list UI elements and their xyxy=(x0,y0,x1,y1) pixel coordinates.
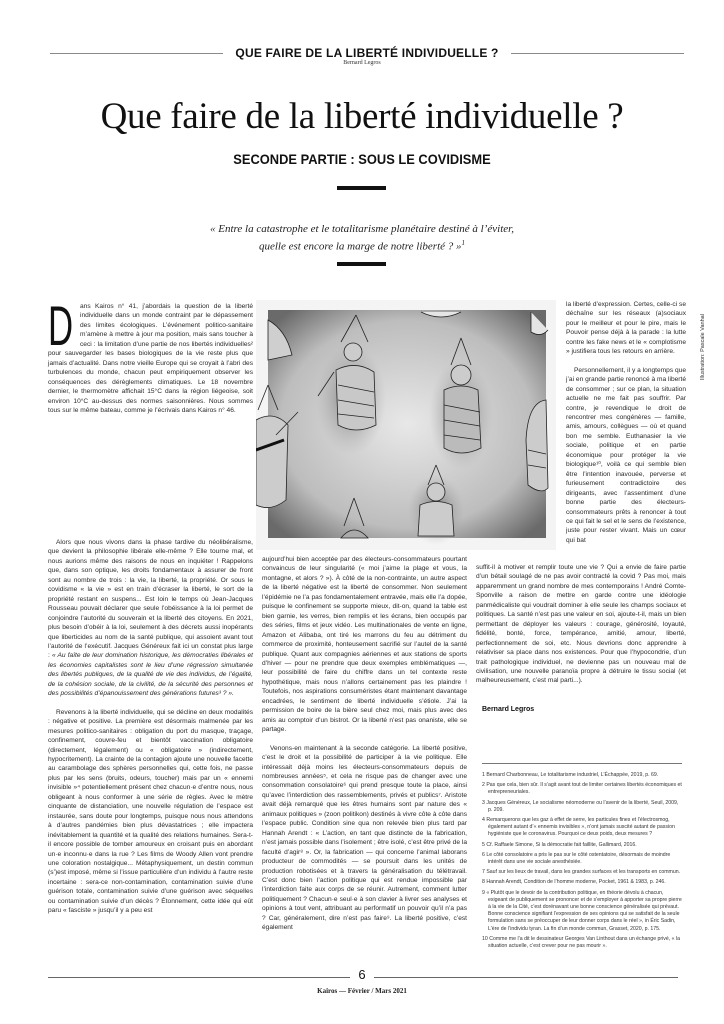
footnote: 1 Bernard Charbonneau, Le totalitarisme industriel, L’Échappée, 2019, p. 69. xyxy=(482,772,659,778)
epigraph xyxy=(0,222,724,254)
paragraph: Venons-en maintenant à la seconde catégorie. La liberté positive, c’est le droit et la possibilité de participer à la vie politique. Elle intéressait déjà moins les électeurs-consommateurs depuis de nombreuses années⁵, et cela ne risque pas de changer avec une consommation consolatoire⁶ qui prend presque toute la place, ainsi qu’avec l’interdiction des rassemblements, privés et publics⁷. Aristote avait déjà remarqué que les êtres humains sont par nature des « animaux politiques » (zoon politikon) destinés à vivre côte à côte dans l’espace public. Condition sine qua non relevée bien plus tard par Hannah Arendt : « L’action, en tant que distincte de la fabrication, n’est jamais possible dans l’isolement ; être isolé, c’est être privé de la faculté d’agir⁸ ». Or, la fabrication — qui concerne l’animal laborans producteur de commodités — se poursuit dans les unités de production robotisées et à travers la généralisation du télétravail. C’est donc bien l’action politique qui est rendue impossible par l’interdiction faite aux corps de se réunir. Autrement, comment lutter politiquement ? Chacun·e seul·e à son clavier à livrer ses analyses et opinions à tout vent, attribuant au performatif un pouvoir qu’il n’a pas ? Car, généralement, dire n’est pas faire⁹. La liberté positive, c’est également xyxy=(262,744,467,932)
divider-bar xyxy=(337,262,386,266)
footnotes xyxy=(482,772,682,953)
paragraph-text: ans Kairos n° 41, j’abordais la question de la liberté individuelle dans un monde contraint par le dépassement des limites écologiques. L’événement politico-sanitaire m’amène à mettre à jour ma position, mais sans toucher à ceci : la limitation d’une partie de nos libertés individuelles² pour sauvegarder les bases biologiques de la vie reste plus que jamais d’actualité. Dans notre vieille Europe qui se croyait à l’abri des turbulences du monde, chacun peut empiriquement observer les conséquences des dérèglements climatiques. Le 18 novembre dernier, le thermomètre affichait 15°C dans la région liégeoise, soit environ 10°C au-dessus des normes saisonnières. Nous sommes tous sur le même bateau, comme je l’écrivais dans Kairos n° 46. xyxy=(48,303,253,414)
epigraph-line-2-text: quelle est encore la marge de notre liberté ? » xyxy=(258,240,462,253)
running-head xyxy=(50,46,684,60)
column-2 xyxy=(262,555,467,933)
paragraph: Revenons à la liberté individuelle, qui se décline en deux modalités : négative et positive. La première est désormais malmenée par les mesures politico-sanitaires : obligation du port du masque, traçage, confinement, couvre-feu et bientôt vaccination obligatoire (directement, légalement) ou « obligatoire » (indirectement, hypocritement). La crainte de la contagion ajoute une nouvelle facette au carambolage des sphères personnelles qui, cette fois, ne passe plus par les sens (bruits, odeurs, toucher) mais par un « ennemi invisible »⁴ potentiellement présent chez chacun·e d’entre nous, nous obligeant à nous conformer à une série de règles. Avec le mètre cinquante de distanciation, une nouvelle régulation de l’espace est instaurée, sans doute pour longtemps, puisque nous nous attendons à d’autres pandémies bien plus dévastatrices ; elle impactera inévitablement la quantité et la qualité des relations humaines. Sera-t-il encore possible de tomber amoureux en croisant puis en abordant un·e inconnu·e dans la rue ? Les films de Woody Allen vont prendre une coloration nostalgique... Métaphysiquement, un destin commun (s’)est imposé, même si l’issue particulière d’un individu à l’autre reste incertaine : sera-ce non-contamination, contamination suivie d’une guérison totale, contamination suivie d’une guérison avec séquelles ou contamination suivie d’un décès ? Étonnement, cette idée qui eût paru « fasciste » jusqu’il y a peu est xyxy=(48,708,253,915)
epigraph-line-2 xyxy=(0,236,724,254)
drop-cap: D xyxy=(48,294,74,357)
author-signature: Bernard Legros xyxy=(482,706,535,713)
paragraph-text: Alors que nous vivons dans la phase tardive du néolibéralisme, que devient la philosophie libérale elle-même ? Elle tourne mal, et nous aurions même des raisons de nous en inquiéter ! Rappelons que, dans son optique, les droits fondamentaux à assurer de front sont au nombre de trois : la vie, la liberté, la propriété. Or sous le covidisme « la vie » est en train d’écraser la liberté, le sort de la propriété restant en suspens... Est loin le temps où Jean-Jacques Rousseau pouvait déclarer que seule l’obéissance à la loi permet de conjoindre l’autorité du souverain et la liberté des citoyens. En 2021, plus besoin d’obéir à la loi, seulement à des décrets aussi inopérants que liberticides au nom de la santé publique, qui assoient avant tout l’autorité de l’exécutif. Jacques Généreux fait ici un constat plus large : xyxy=(48,539,253,660)
illustration xyxy=(256,300,556,550)
paragraph xyxy=(48,538,253,699)
footnote: 8 Hannah Arendt, Condition de l’homme moderne, Pocket, 1961 & 1983, p. 246. xyxy=(482,879,666,886)
paragraph xyxy=(48,294,253,415)
article-title: Que faire de la liberté individuelle ? xyxy=(100,96,624,137)
running-head-title: QUE FAIRE DE LA LIBERTÉ INDIVIDUELLE ? xyxy=(235,46,499,60)
footnote: 7 Sauf sur les lieux de travail, dans les grandes surfaces et les transports en commun. xyxy=(482,869,681,876)
page-number: 6 xyxy=(350,967,374,982)
epigraph-line-1: « Entre la catastrophe et le totalitarisme planétaire destiné à l’éviter, xyxy=(210,223,514,235)
footnote: 9 « Plutôt que le devoir de la contribution politique, en théorie dévolu à chacun, exigeant de publiquement se prononcer et de s’employer à apporter sa propre pierre à la vie de la Cité, c’est dorénavant une bonne conscience généralisée qui prévaut. Bonne conscience signifiant l’expression de ses opinions qui se satisfait de la seule formulation sans se préoccuper de leur donner corps dans le réel », in Éric Sadin, L’ère de l’individu tyran. La fin d’un monde commun, Grasset, 2020, p. 175. xyxy=(482,889,682,932)
running-head-byline: Bernard Legros xyxy=(343,60,381,66)
paragraph: suffit-il à motiver et remplir toute une vie ? Qui a envie de faire partie d’un bétail soulagé de ne pas avoir contracté la covid ? Pas moi, mais apparemment un grand nombre de mes contemporains ! André Comte-Sponville a raison de mettre en garde contre une idéologie panmédicaliste qui voudrait dominer à elle seule les champs sociaux et politiques. La santé n’est pas une valeur en soi, ajoute-t-il, mais un bien permettant de déployer les valeurs : courage, générosité, loyauté, fidélité, bonté, force, tempérance, amitié, amour, liberté, perfectionnement de soi, etc. Nous devrions donc apprendre à relativiser sa place dans nos existences. Pour que l’hypocondrie, d’un trait pathologique individuel, ne devienne pas un nouveau mal de civilisation, une nouvelle paranoïa propre à détruire le tissu social (et malheureusement, c’est mal parti...). xyxy=(476,564,686,685)
divider xyxy=(511,53,684,54)
column-3-upper xyxy=(566,300,686,545)
divider xyxy=(482,763,682,764)
footnote: 6 Le côté consolatoire a pris le pas sur le côté ostentatoire, désormais de moindre intérêt dans une vie sociale anesthésiée. xyxy=(482,851,671,866)
illustration-credit: Illustration: Pascale Vanhal xyxy=(700,314,706,380)
divider xyxy=(50,53,223,54)
footnote: 3 Jacques Généreux, Le socialisme néomoderne ou l’avenir de la liberté, Seuil, 2009, p. 209. xyxy=(482,799,679,813)
illustration-background xyxy=(268,310,546,538)
column-3-lower xyxy=(476,563,686,686)
column-1-lower xyxy=(48,538,253,916)
footnote: 4 Remarquerons que les gaz à effet de serre, les particules fines et l’électrosmog, également autant d’« ennemis invisibles », n’ont jamais suscité autant de passion hygiéniste que le coronavirus. Pourquoi ce deux poids, deux mesures ? xyxy=(482,817,675,838)
footnote-ref: 1 xyxy=(461,239,466,247)
footnote: 5 Cf. Raffaele Simone, Si la démocratie fait faillite, Gallimard, 2016. xyxy=(482,841,637,848)
paragraph: aujourd’hui bien acceptée par des électeurs-consommateurs pourtant convaincus de leur singularité (« moi j’aime la plage et vous, la montagne, et alors ? »). À côté de la non-contrainte, un autre aspect de la liberté négative est la liberté de consommer. Non seulement l’épidémie ne l’a pas fondamentalement entravée, mais elle l’a dopée, puisque le confinement se supporte mieux, dit-on, quand la table est bien garnie, les verres, bien remplis et les écrans, bien occupés par des séries, films et jeux vidéo. Les multinationales de vente en ligne, Amazon et Alibaba, ont tiré les marrons du feu au détriment du commerce de proximité, honteusement sacrifié sur l’autel de la santé publique. Quant aux compagnies aériennes et aux stations de sports d’hiver — pour ne prendre que deux exemples emblématiques —, leur possibilité de faire du chiffre dans un tel contexte reste hypothétique, mais nous n’allons certainement pas les plaindre ! Toutefois, nos aspirations consuméristes étant maintenant davantage encadrées, le sentiment de liberté individuelle s’étiole. J’ai la permission de boire de la bière seul chez moi, mais plus avec des amis au comptoir d’un bistrot. Or la liberté n’est pas onaniste, elle se partage. xyxy=(262,556,467,734)
footnote: 10 Comme me l’a dit le dessinateur Georges Van Linthout dans un échange privé, « la situation actuelle, c’est crever pour ne pas mourir ». xyxy=(482,935,681,950)
column-1 xyxy=(48,294,253,415)
footer-issue: Kairos — Février / Mars 2021 xyxy=(317,987,407,995)
quote-text: « Au faîte de leur domination historique, les démocraties libérales et les économies capitalistes sont le lieu d’une régression simultanée des libertés publiques, de la qualité de vie des individus, de l’égalité, de la cohésion sociale, de la civilité, de la sécurité des personnes et des possibilités d’épanouissement des générations futures³ ? ». xyxy=(48,652,253,698)
divider-bar xyxy=(337,186,386,190)
illustration-drawing xyxy=(256,300,556,550)
article-subtitle: SECONDE PARTIE : SOUS LE COVIDISME xyxy=(233,151,491,167)
paragraph: Personnellement, il y a longtemps que j’ai en grande partie renoncé à ma liberté de consommer ; sur ce plan, la situation actuelle ne me fait pas souffrir. Par contre, je revendique le droit de rencontrer mes congénères — famille, amis, amours, collègues — où et quand bon me semble. Euthanasier la vie sociale, politique et en partie économique pour protéger la vie biologique¹⁰, voilà ce qui semble bien être l’intention inavouée, perverse et furieusement contradictoire des dirigeants, avec l’assentiment d’une bonne partie des électeurs-consommateurs prêts à renoncer à tout ce qui fait le sel et le sens de l’existence, juste pour rester vivant. Mais un cœur qui bat xyxy=(566,366,686,544)
footnote: 2 Pas que cela, bien sûr. Il s’agit avant tout de limiter certaines libertés économiques et entrepreneuriales. xyxy=(482,782,682,796)
paragraph: la liberté d’expression. Certes, celle-ci se déchaîne sur les réseaux (a)sociaux pour le meilleur et pour le pire, mais le Pouvoir pense déjà à la parade : la lutte contre les fake news et le « complotisme » justifiera tous les retours en arrière. xyxy=(566,301,686,356)
